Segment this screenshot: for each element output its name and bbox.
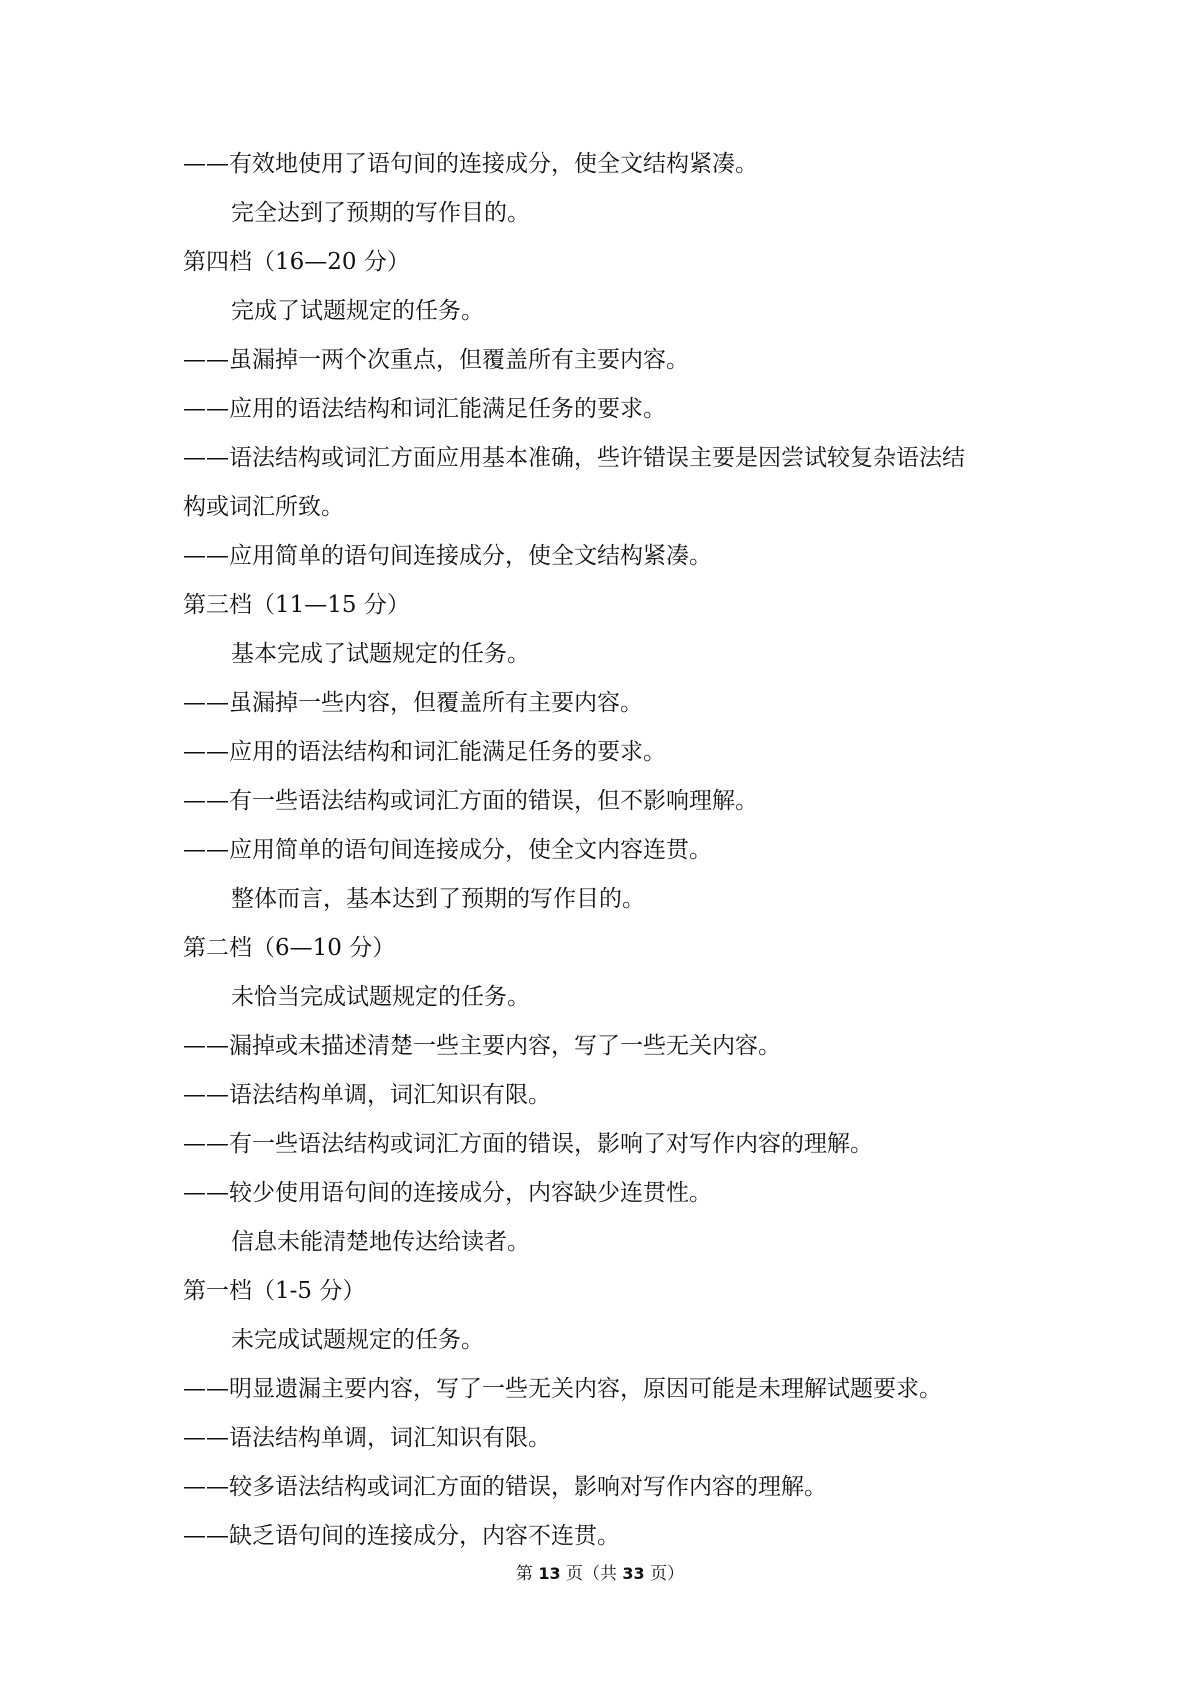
criterion-line: ——有一些语法结构或词汇方面的错误，但不影响理解。: [183, 788, 758, 814]
criterion-line: ——有一些语法结构或词汇方面的错误，影响了对写作内容的理解。: [183, 1131, 873, 1157]
criterion-line: ——语法结构单调，词汇知识有限。: [183, 1425, 551, 1451]
criterion-line: ——语法结构单调，词汇知识有限。: [183, 1082, 551, 1108]
total-page-count: 33: [622, 1564, 645, 1583]
summary-line: 信息未能清楚地传达给读者。: [231, 1229, 530, 1255]
level-heading-2: 第二档（6—10 分）: [183, 935, 396, 961]
criterion-line: ——应用简单的语句间连接成分，使全文结构紧凑。: [183, 543, 712, 569]
criterion-line: ——有效地使用了语句间的连接成分，使全文结构紧凑。: [183, 151, 758, 177]
footer-prefix: 第: [515, 1564, 539, 1584]
criterion-line: ——应用的语法结构和词汇能满足任务的要求。: [183, 396, 666, 422]
summary-line: 整体而言，基本达到了预期的写作目的。: [231, 886, 645, 912]
summary-line: 未完成试题规定的任务。: [231, 1327, 484, 1353]
summary-line: 基本完成了试题规定的任务。: [231, 641, 530, 667]
criterion-line: ——应用简单的语句间连接成分，使全文内容连贯。: [183, 837, 712, 863]
summary-line: 未恰当完成试题规定的任务。: [231, 984, 530, 1010]
criterion-line: ——漏掉或未描述清楚一些主要内容，写了一些无关内容。: [183, 1033, 781, 1059]
footer-suffix: 页）: [644, 1564, 685, 1584]
criterion-line: ——虽漏掉一些内容，但覆盖所有主要内容。: [183, 690, 643, 716]
criterion-line: ——较少使用语句间的连接成分，内容缺少连贯性。: [183, 1180, 712, 1206]
level-heading-1: 第一档（1-5 分）: [183, 1278, 366, 1304]
criterion-line: ——明显遗漏主要内容，写了一些无关内容，原因可能是未理解试题要求。: [183, 1376, 942, 1402]
summary-line: 完成了试题规定的任务。: [231, 298, 484, 324]
criterion-line: ——应用的语法结构和词汇能满足任务的要求。: [183, 739, 666, 765]
criterion-line-continued: 构或词汇所致。: [183, 494, 344, 520]
criterion-line: ——缺乏语句间的连接成分，内容不连贯。: [183, 1523, 620, 1549]
level-heading-3: 第三档（11—15 分）: [183, 592, 410, 618]
current-page-number: 13: [538, 1564, 561, 1583]
page-footer: [0, 1562, 1200, 1586]
level-heading-4: 第四档（16—20 分）: [183, 249, 410, 275]
footer-middle: 页（共: [560, 1564, 623, 1584]
criterion-line: ——语法结构或词汇方面应用基本准确，些许错误主要是因尝试较复杂语法结: [183, 445, 965, 471]
page-content: [183, 148, 1063, 1569]
summary-line: 完全达到了预期的写作目的。: [231, 200, 530, 226]
criterion-line: ——虽漏掉一两个次重点，但覆盖所有主要内容。: [183, 347, 689, 373]
criterion-line: ——较多语法结构或词汇方面的错误，影响对写作内容的理解。: [183, 1474, 827, 1500]
